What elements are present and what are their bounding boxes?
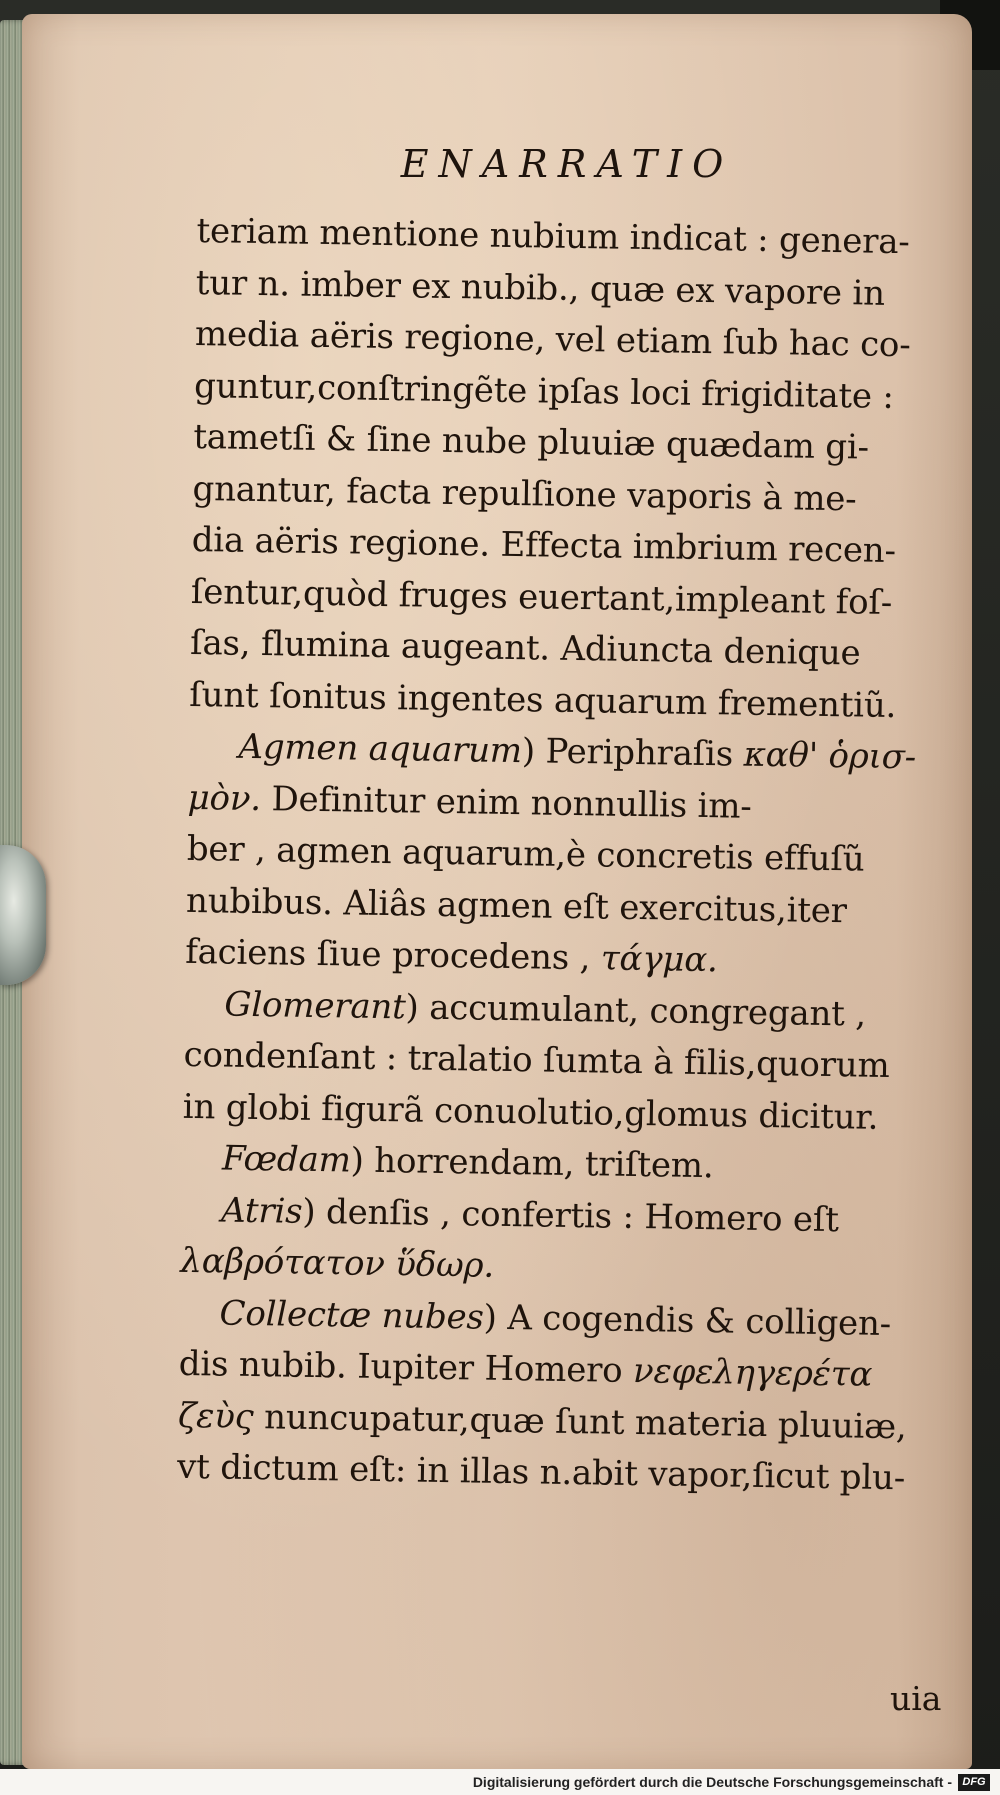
italic-segment: Fœdam xyxy=(221,1138,351,1181)
text-segment: ) denſis , confertis : Homero eſt xyxy=(302,1191,840,1240)
text-segment: Definitur enim nonnullis im- xyxy=(260,778,752,827)
italic-segment: λαβρότατον ὕδωρ. xyxy=(180,1240,495,1286)
text-segment: teriam mentione nubium indicat : genera- xyxy=(196,210,910,263)
text-segment: nuncupatur,quæ ſunt materia pluuiæ, xyxy=(253,1396,907,1447)
text-segment: ) A cogendis & colligen- xyxy=(483,1297,892,1344)
page-content xyxy=(22,14,972,1769)
catchword: uia xyxy=(890,1679,942,1718)
text-segment: condenſant : tralatio ſumta à filis,quorum xyxy=(183,1034,890,1086)
italic-segment: νεφεληγερέτα xyxy=(632,1350,873,1395)
text-segment: ) accumulant, congregant , xyxy=(405,986,867,1035)
dfg-logo: DFG xyxy=(958,1774,990,1791)
text-segment: tametſi & ſine nube pluuiæ quædam gi- xyxy=(193,416,870,468)
text-segment: tur n. imber ex nubib., quæ ex vapore in xyxy=(195,262,886,314)
text-block xyxy=(177,206,967,1505)
italic-segment: Agmen aquarum xyxy=(238,726,523,772)
italic-segment: Glomerant xyxy=(224,984,406,1027)
text-segment: ) horrendam, triſtem. xyxy=(350,1140,714,1187)
text-segment: ber , agmen aquarum,è concretis effuſũ xyxy=(186,828,865,880)
text-segment: dia aëris regione. Effecta imbrium recen- xyxy=(191,519,897,572)
italic-segment: ζεὺς xyxy=(177,1395,254,1437)
book-page xyxy=(22,14,972,1769)
text-segment: ) Periphraſis xyxy=(521,731,744,775)
text-segment: gnantur, facta repulſione vaporis à me- xyxy=(192,468,857,519)
text-segment: faciens ſiue procedens , xyxy=(184,931,602,979)
text-segment: ſas, flumina augeant. Adiuncta denique xyxy=(189,622,861,674)
text-line xyxy=(177,1442,948,1506)
running-head: ENARRATIO xyxy=(400,142,734,186)
text-segment: ſunt ſonitus ingentes aquarum frementiũ. xyxy=(189,674,897,726)
text-segment: media aëris regione, vel etiam ſub hac co- xyxy=(194,313,911,366)
text-segment: dis nubib. Iupiter Homero xyxy=(178,1343,634,1391)
italic-segment: μὸν. xyxy=(187,777,262,819)
text-segment: vt dictum eſt: in illas n.abit vapor,ſicut plu- xyxy=(176,1446,906,1499)
text-segment: in globi figurã conuolutio,glomus dicitur. xyxy=(182,1086,879,1138)
digitization-credit: Digitalisierung gefördert durch die Deutsche Forschungsgemeinschaft - xyxy=(472,1774,952,1790)
italic-segment: Atris xyxy=(220,1190,303,1232)
italic-segment: καθ' ὁρισ- xyxy=(743,734,917,778)
text-segment: ſentur,quòd fruges euertant,impleant foſ- xyxy=(190,571,893,623)
text-segment: guntur,conſtringẽte ipſas loci frigiditate : xyxy=(193,365,895,417)
text-segment: nubibus. Aliâs agmen eſt exercitus,iter xyxy=(185,880,848,931)
footer-strip xyxy=(0,1769,1000,1795)
italic-segment: τάγμα. xyxy=(600,938,718,981)
italic-segment: Collectæ nubes xyxy=(219,1292,485,1338)
book-clasp xyxy=(0,845,46,985)
